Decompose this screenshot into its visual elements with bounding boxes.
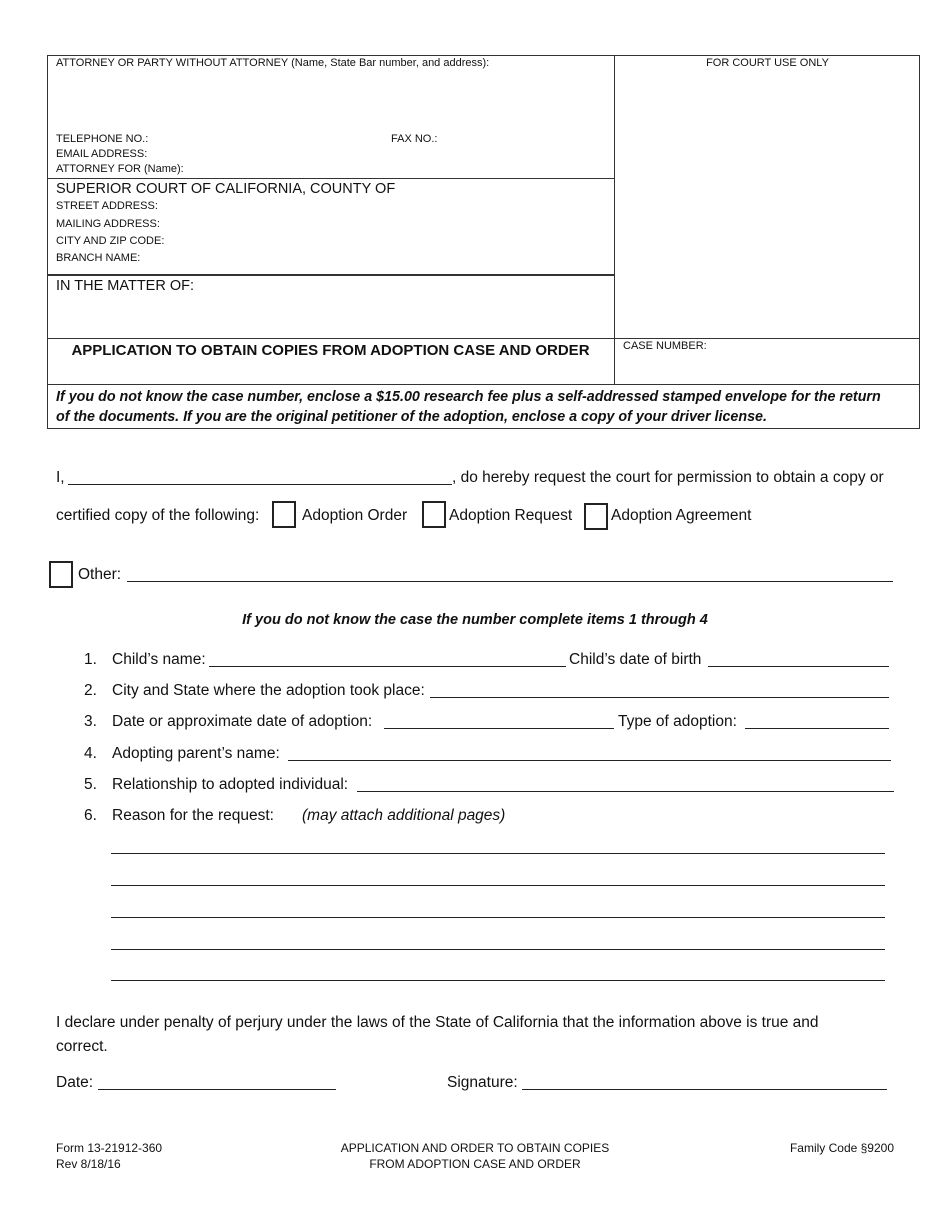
adoption-request-label: Adoption Request xyxy=(449,507,573,524)
attorney-label: ATTORNEY OR PARTY WITHOUT ATTORNEY (Name, State Bar number, and address): xyxy=(56,57,490,69)
relationship-field[interactable] xyxy=(357,791,894,792)
form-number: Form 13-21912-360 xyxy=(56,1141,163,1155)
relationship-label: Relationship to adopted individual: xyxy=(112,776,349,793)
type-adoption-field[interactable] xyxy=(745,728,889,729)
revision: Rev 8/18/16 xyxy=(56,1157,121,1171)
reason-line-2[interactable] xyxy=(111,885,885,886)
court-name: SUPERIOR COURT OF CALIFORNIA, COUNTY OF xyxy=(56,181,396,197)
instructions: If you do not know the case the number complete items 1 through 4 xyxy=(242,612,708,628)
childs-name-label: Child’s name: xyxy=(112,651,206,668)
date-adoption-label: Date or approximate date of adoption: xyxy=(112,713,373,730)
footer-title-line2: FROM ADOPTION CASE AND ORDER xyxy=(369,1157,581,1171)
adoption-agreement-checkbox[interactable] xyxy=(584,503,608,530)
date-adoption-field[interactable] xyxy=(384,728,614,729)
item-number-3: 3. xyxy=(84,713,97,730)
branch-name-label: BRANCH NAME: xyxy=(56,252,141,264)
form-title: APPLICATION TO OBTAIN COPIES FROM ADOPTION CASE AND ORDER xyxy=(71,342,590,359)
reason-line-4[interactable] xyxy=(111,949,885,950)
caption-divider-3 xyxy=(47,338,920,339)
applicant-name-field[interactable] xyxy=(68,484,452,485)
adoption-order-checkbox[interactable] xyxy=(272,501,296,528)
case-number-notice: If you do not know the case number, enclose a $15.00 research fee plus a self-addressed stamped envelope for the return of the documents. If you are the original petitioner of the adoption, enclose a copy of your driver license. xyxy=(56,389,881,425)
caption-divider-4 xyxy=(47,384,920,385)
adopting-parent-field[interactable] xyxy=(288,760,891,761)
fax-label: FAX NO.: xyxy=(391,133,438,145)
reason-note: (may attach additional pages) xyxy=(302,807,506,824)
item-number-6: 6. xyxy=(84,807,97,824)
case-number-label: CASE NUMBER: xyxy=(623,340,707,352)
attorney-for-label: ATTORNEY FOR (Name): xyxy=(56,163,184,175)
caption-divider-2 xyxy=(47,274,614,276)
caption-divider-1 xyxy=(47,178,614,179)
childs-dob-label: Child’s date of birth xyxy=(569,651,702,668)
family-code: Family Code §9200 xyxy=(789,1141,894,1155)
item-number-2: 2. xyxy=(84,682,97,699)
matter-label: IN THE MATTER OF: xyxy=(56,278,195,294)
adoption-request-checkbox[interactable] xyxy=(422,501,446,528)
adopting-parent-label: Adopting parent’s name: xyxy=(112,745,280,762)
item-number-5: 5. xyxy=(84,776,97,793)
signature-field[interactable] xyxy=(522,1089,887,1090)
caption-box xyxy=(47,55,920,429)
certified-text: certified copy of the following: xyxy=(56,507,260,524)
reason-line-1[interactable] xyxy=(111,853,885,854)
caption-divider-vertical xyxy=(614,55,615,385)
item-number-4: 4. xyxy=(84,745,97,762)
i-label: I, xyxy=(56,469,65,486)
city-zip-label: CITY AND ZIP CODE: xyxy=(56,235,165,247)
footer-title-line1: APPLICATION AND ORDER TO OBTAIN COPIES xyxy=(340,1141,610,1155)
date-label: Date: xyxy=(56,1074,94,1091)
other-checkbox[interactable] xyxy=(49,561,73,588)
date-field[interactable] xyxy=(98,1089,336,1090)
reason-line-5[interactable] xyxy=(111,980,885,981)
request-text: , do hereby request the court for permission to obtain a copy or xyxy=(452,469,884,486)
reason-line-3[interactable] xyxy=(111,917,885,918)
email-label: EMAIL ADDRESS: xyxy=(56,148,148,160)
item-number-1: 1. xyxy=(84,651,97,668)
adoption-order-label: Adoption Order xyxy=(302,507,408,524)
court-use-label: FOR COURT USE ONLY xyxy=(706,57,829,69)
telephone-label: TELEPHONE NO.: xyxy=(56,133,149,145)
signature-label: Signature: xyxy=(447,1074,518,1091)
reason-label: Reason for the request: xyxy=(112,807,274,824)
other-field[interactable] xyxy=(127,581,893,582)
mailing-address-label: MAILING ADDRESS: xyxy=(56,218,160,230)
declaration-text: I declare under penalty of perjury under the laws of the State of California that the information above is true and correct. xyxy=(56,1014,819,1055)
childs-name-field[interactable] xyxy=(209,666,566,667)
other-label: Other: xyxy=(78,566,122,583)
type-adoption-label: Type of adoption: xyxy=(618,713,737,730)
city-state-field[interactable] xyxy=(430,697,889,698)
adoption-agreement-label: Adoption Agreement xyxy=(611,507,752,524)
city-state-label: City and State where the adoption took place: xyxy=(112,682,425,699)
street-address-label: STREET ADDRESS: xyxy=(56,200,158,212)
childs-dob-field[interactable] xyxy=(708,666,889,667)
